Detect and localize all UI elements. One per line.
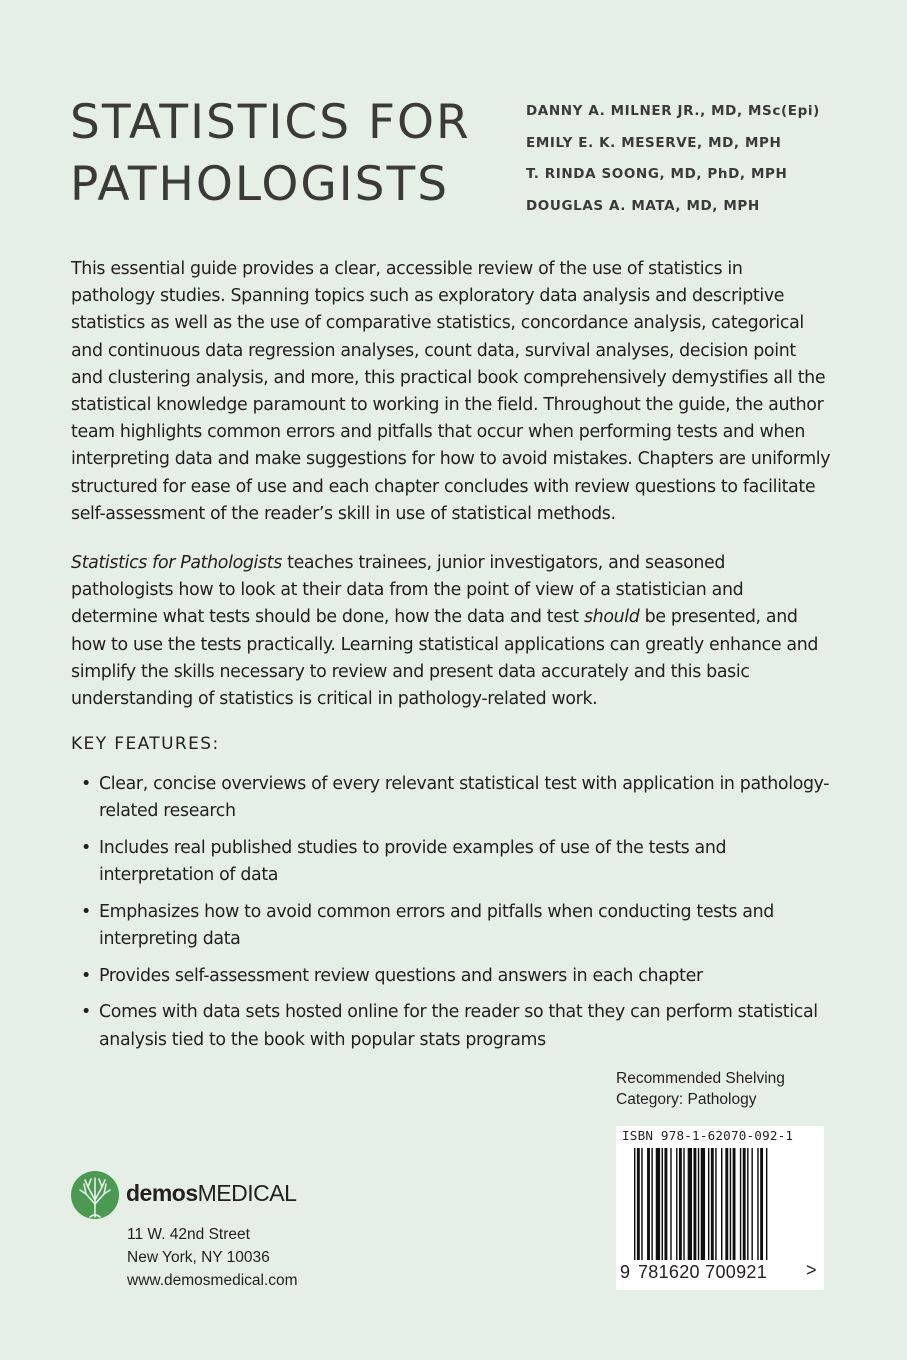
- shelving-line-1: Recommended Shelving: [616, 1070, 785, 1087]
- feature-item: [71, 899, 831, 953]
- publisher-brand: [126, 1180, 296, 1207]
- feature-item: [71, 771, 831, 825]
- barcode-bar: [664, 1148, 667, 1260]
- feature-text: Emphasizes how to avoid common errors and pitfalls when conducting tests and interpreting data: [99, 901, 774, 950]
- barcode-arrow: >: [806, 1260, 817, 1280]
- feature-text: Provides self-assessment review questions and answers in each chapter: [99, 965, 703, 986]
- barcode-bar: [634, 1148, 635, 1260]
- address-city: New York, NY 10036: [127, 1249, 270, 1266]
- feature-item: [71, 835, 831, 889]
- author-name: DANNY A. MILNER JR., MD, MSc(Epi): [526, 103, 820, 119]
- barcode-bar: [647, 1148, 650, 1260]
- bullet-icon: •: [81, 965, 91, 986]
- isbn-text: ISBN 978-1-62070-092-1: [622, 1128, 794, 1143]
- barcode-bar: [766, 1148, 767, 1260]
- barcode-bar: [711, 1148, 714, 1260]
- barcode-bars: [634, 1148, 806, 1268]
- barcode-bar: [715, 1148, 716, 1260]
- barcode-bar: [676, 1148, 677, 1260]
- barcode-bar: [760, 1148, 763, 1260]
- feature-item: [71, 963, 831, 990]
- description-paragraph-2: [71, 550, 831, 713]
- barcode-bar: [708, 1148, 709, 1260]
- barcode-bar: [747, 1148, 748, 1260]
- feature-text: Includes real published studies to provide examples of use of the tests and interpretation of data: [99, 837, 727, 886]
- feature-text: Comes with data sets hosted online for the reader so that they can perform statistical analysis tied to the book with popular stats programs: [99, 1002, 818, 1050]
- barcode-bar: [725, 1148, 728, 1260]
- shelving-recommendation: [616, 1068, 785, 1110]
- barcode-first-digit: 9: [620, 1262, 631, 1282]
- barcode-bar: [688, 1148, 692, 1260]
- barcode-bar: [683, 1148, 684, 1260]
- tree-icon: [70, 1170, 120, 1226]
- barcode-bar: [733, 1148, 736, 1260]
- publisher-website[interactable]: www.demosmedical.com: [127, 1272, 298, 1289]
- paragraph-2-text-a: teaches trainees, junior investigators, and seasoned pathologists how to look at their data from the point of view of a statistician and determine what tests should be done, how the data and test: [71, 553, 744, 628]
- publisher-address: [127, 1223, 298, 1292]
- isbn-barcode: [616, 1126, 824, 1290]
- paragraph-2-text-b: be presented, and how to use the tests practically. Learning statistical applications can greatly enhance and simplify the skills necessary to review and present data accurately and this basic understanding of statistics is critical in pathology-related work.: [71, 607, 819, 710]
- brand-rest: MEDICAL: [197, 1180, 297, 1206]
- barcode-bar: [662, 1148, 663, 1260]
- barcode-bar: [721, 1148, 722, 1260]
- bullet-icon: •: [81, 901, 91, 922]
- book-title-italic: Statistics for Pathologists: [71, 553, 282, 573]
- book-title-line1: STATISTICS FOR: [70, 95, 471, 150]
- barcode-bar: [751, 1148, 752, 1260]
- feature-item: [71, 999, 831, 1053]
- address-street: 11 W. 42nd Street: [127, 1226, 250, 1243]
- brand-bold: demos: [126, 1180, 198, 1206]
- barcode-bar: [656, 1148, 660, 1260]
- barcode-bar: [757, 1148, 758, 1260]
- barcode-bar: [651, 1148, 652, 1260]
- author-name: T. RINDA SOONG, MD, PhD, MPH: [526, 166, 788, 182]
- barcode-bar: [743, 1148, 746, 1260]
- barcode-bar: [641, 1148, 642, 1260]
- key-features-list: [71, 771, 831, 1063]
- barcode-bar: [679, 1148, 682, 1260]
- bullet-icon: •: [81, 837, 91, 858]
- author-name: DOUGLAS A. MATA, MD, MPH: [526, 197, 760, 214]
- barcode-bar: [698, 1148, 699, 1260]
- bullet-icon: •: [81, 1002, 91, 1023]
- description-paragraph-1: This essential guide provides a clear, accessible review of the use of statistics in pathology studies. Spanning topics such as exploratory data analysis and descriptive statistics as well as the use of comparative statistics, concordance analysis, categorical and continuous data regression analyses, count data, survival analyses, decision point and clustering analysis, and more, this practical book comprehensively demystifies all the statistical knowledge paramount to working in the field. Throughout the guide, the author team highlights common errors and pitfalls that occur when performing tests and when interpreting data and make suggestions for how to avoid mistakes. Chapters are uniformly structured for ease of use and each chapter concludes with review questions to facilitate self-assessment of the reader’s skill in use of statistical methods.: [71, 259, 831, 524]
- barcode-bar: [637, 1148, 640, 1260]
- shelving-line-2: Category: Pathology: [616, 1091, 757, 1108]
- bullet-icon: •: [81, 774, 91, 794]
- barcode-digits: 781620 700921: [638, 1262, 768, 1282]
- book-title-line2: PATHOLOGISTS: [70, 157, 450, 212]
- barcode-bar: [693, 1148, 696, 1260]
- barcode-bar: [670, 1148, 671, 1260]
- book-title: [70, 92, 471, 216]
- barcode-bar: [740, 1148, 741, 1260]
- barcode-bar: [730, 1148, 731, 1260]
- barcode-bar: [701, 1148, 705, 1260]
- author-name: EMILY E. K. MESERVE, MD, MPH: [526, 134, 782, 151]
- key-features-heading: KEY FEATURES:: [71, 734, 220, 754]
- feature-text: Clear, concise overviews of every relevant statistical test with application in pathology-related research: [99, 774, 830, 822]
- emphasis-should: should: [583, 607, 640, 628]
- author-list: [526, 96, 820, 222]
